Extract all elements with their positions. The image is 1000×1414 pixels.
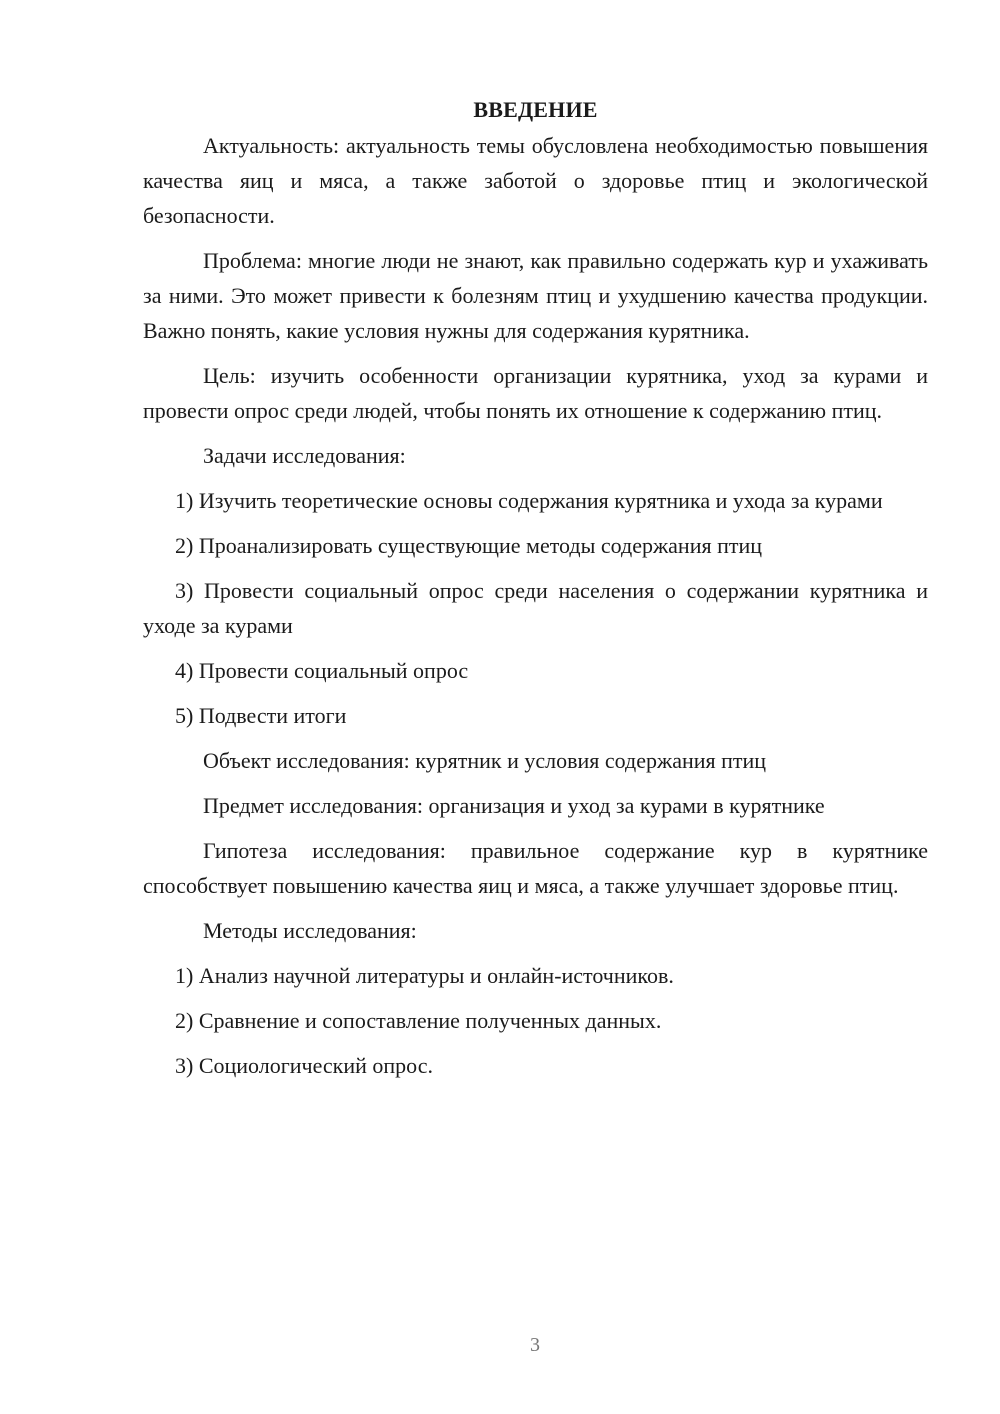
task-item: 5) Подвести итоги bbox=[175, 703, 347, 728]
object-paragraph: Объект исследования: курятник и условия содержания птиц bbox=[203, 748, 767, 773]
relevance-paragraph: Актуальность: актуальность темы обусловлена необходимостью повышения качества яиц и мяса, а также заботой о здоровье птиц и экологической безопасности. bbox=[143, 133, 928, 228]
method-item: 2) Сравнение и сопоставление полученных данных. bbox=[175, 1008, 662, 1033]
task-item: 1) Изучить теоретические основы содержания курятника и ухода за курами bbox=[175, 488, 883, 513]
problem-paragraph: Проблема: многие люди не знают, как правильно содержать кур и ухаживать за ними. Это может привести к болезням птиц и ухудшению качества продукции. Важно понять, какие условия нужны для содержания курятника. bbox=[143, 248, 928, 343]
hypothesis-paragraph: Гипотеза исследования: правильное содержание кур в курятнике способствует повышению качества яиц и мяса, а также улучшает здоровье птиц. bbox=[143, 838, 928, 898]
task-item: 3) Провести социальный опрос среди населения о содержании курятника и уходе за курами bbox=[143, 578, 928, 638]
task-item: 4) Провести социальный опрос bbox=[175, 658, 469, 683]
page-number: 3 bbox=[530, 1334, 540, 1356]
method-item: 1) Анализ научной литературы и онлайн-источников. bbox=[175, 963, 674, 988]
section-title: ВВЕДЕНИЕ bbox=[473, 97, 598, 122]
method-item: 3) Социологический опрос. bbox=[175, 1053, 433, 1078]
methods-heading: Методы исследования: bbox=[203, 918, 417, 943]
goal-paragraph: Цель: изучить особенности организации курятника, уход за курами и провести опрос среди людей, чтобы понять их отношение к содержанию птиц. bbox=[143, 363, 928, 423]
page-content bbox=[143, 92, 928, 1093]
subject-paragraph: Предмет исследования: организация и уход за курами в курятнике bbox=[203, 793, 825, 818]
tasks-heading: Задачи исследования: bbox=[203, 443, 406, 468]
task-item: 2) Проанализировать существующие методы содержания птиц bbox=[175, 533, 763, 558]
